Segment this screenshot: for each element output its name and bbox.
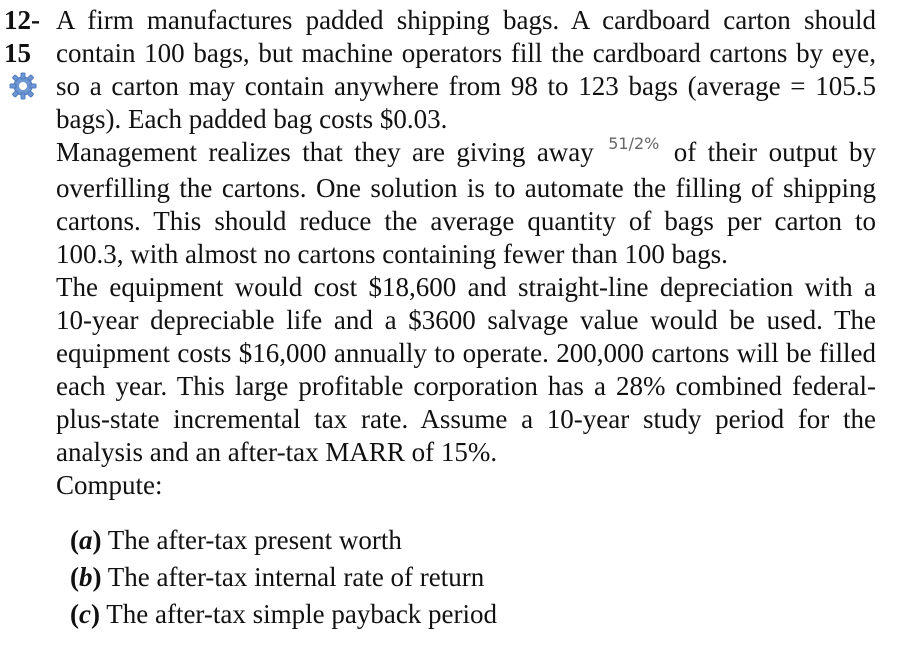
compute-label: Compute: (56, 470, 163, 500)
gear-icon[interactable] (8, 71, 38, 101)
paragraph-2-rest: of their output by overfilling the cartons. One solution is to automate the filling of shipping cartons. This should reduce the average quantity of bags per carton to 100.3, with almost no cartons containing fewer than 100 bags. (56, 137, 876, 269)
problem-paragraph-1: A firm manufactures padded shipping bags. A cardboard carton should contain 100 bags, but machine operators fill the cardboard cartons by eye, so a carton may contain anywhere from 98 to 123 bags (average = 105.5 bags). Each padded bag costs $0.03. (56, 5, 876, 134)
fraction-image: 51/2% (608, 134, 660, 153)
question-part-b: (b) The after-tax internal rate of return (70, 562, 485, 592)
problem-body (56, 4, 876, 633)
part-letter: a (79, 525, 93, 555)
problem-paragraph-3: The equipment would cost $18,600 and straight-line depreciation with a 10-year depreciable life and a $3600 salvage value would be used. The equipment costs $16,000 annually to operate. 200,000 cartons will be filled each year. This large profitable corporation has a 28% combined federal-plus-state incremental tax rate. Assume a 10-year study period for the analysis and an after-tax MARR of 15%. (56, 272, 876, 467)
question-part-a: (a) The after-tax present worth (70, 525, 402, 555)
paragraph-2-lead: Management realizes that they are giving away (56, 137, 594, 167)
problem-number-gutter (4, 4, 50, 101)
problem-paragraph-2 (56, 136, 876, 271)
problem-number-line1: 12- (4, 5, 40, 35)
question-parts (70, 522, 876, 633)
part-letter: c (79, 599, 91, 629)
question-part-c: (c) The after-tax simple payback period (70, 599, 498, 629)
problem-number-line2: 15 (4, 38, 31, 68)
part-text: The after-tax simple payback period (106, 599, 498, 629)
part-text: The after-tax present worth (107, 525, 402, 555)
part-letter: b (79, 562, 93, 592)
part-text: The after-tax internal rate of return (107, 562, 485, 592)
